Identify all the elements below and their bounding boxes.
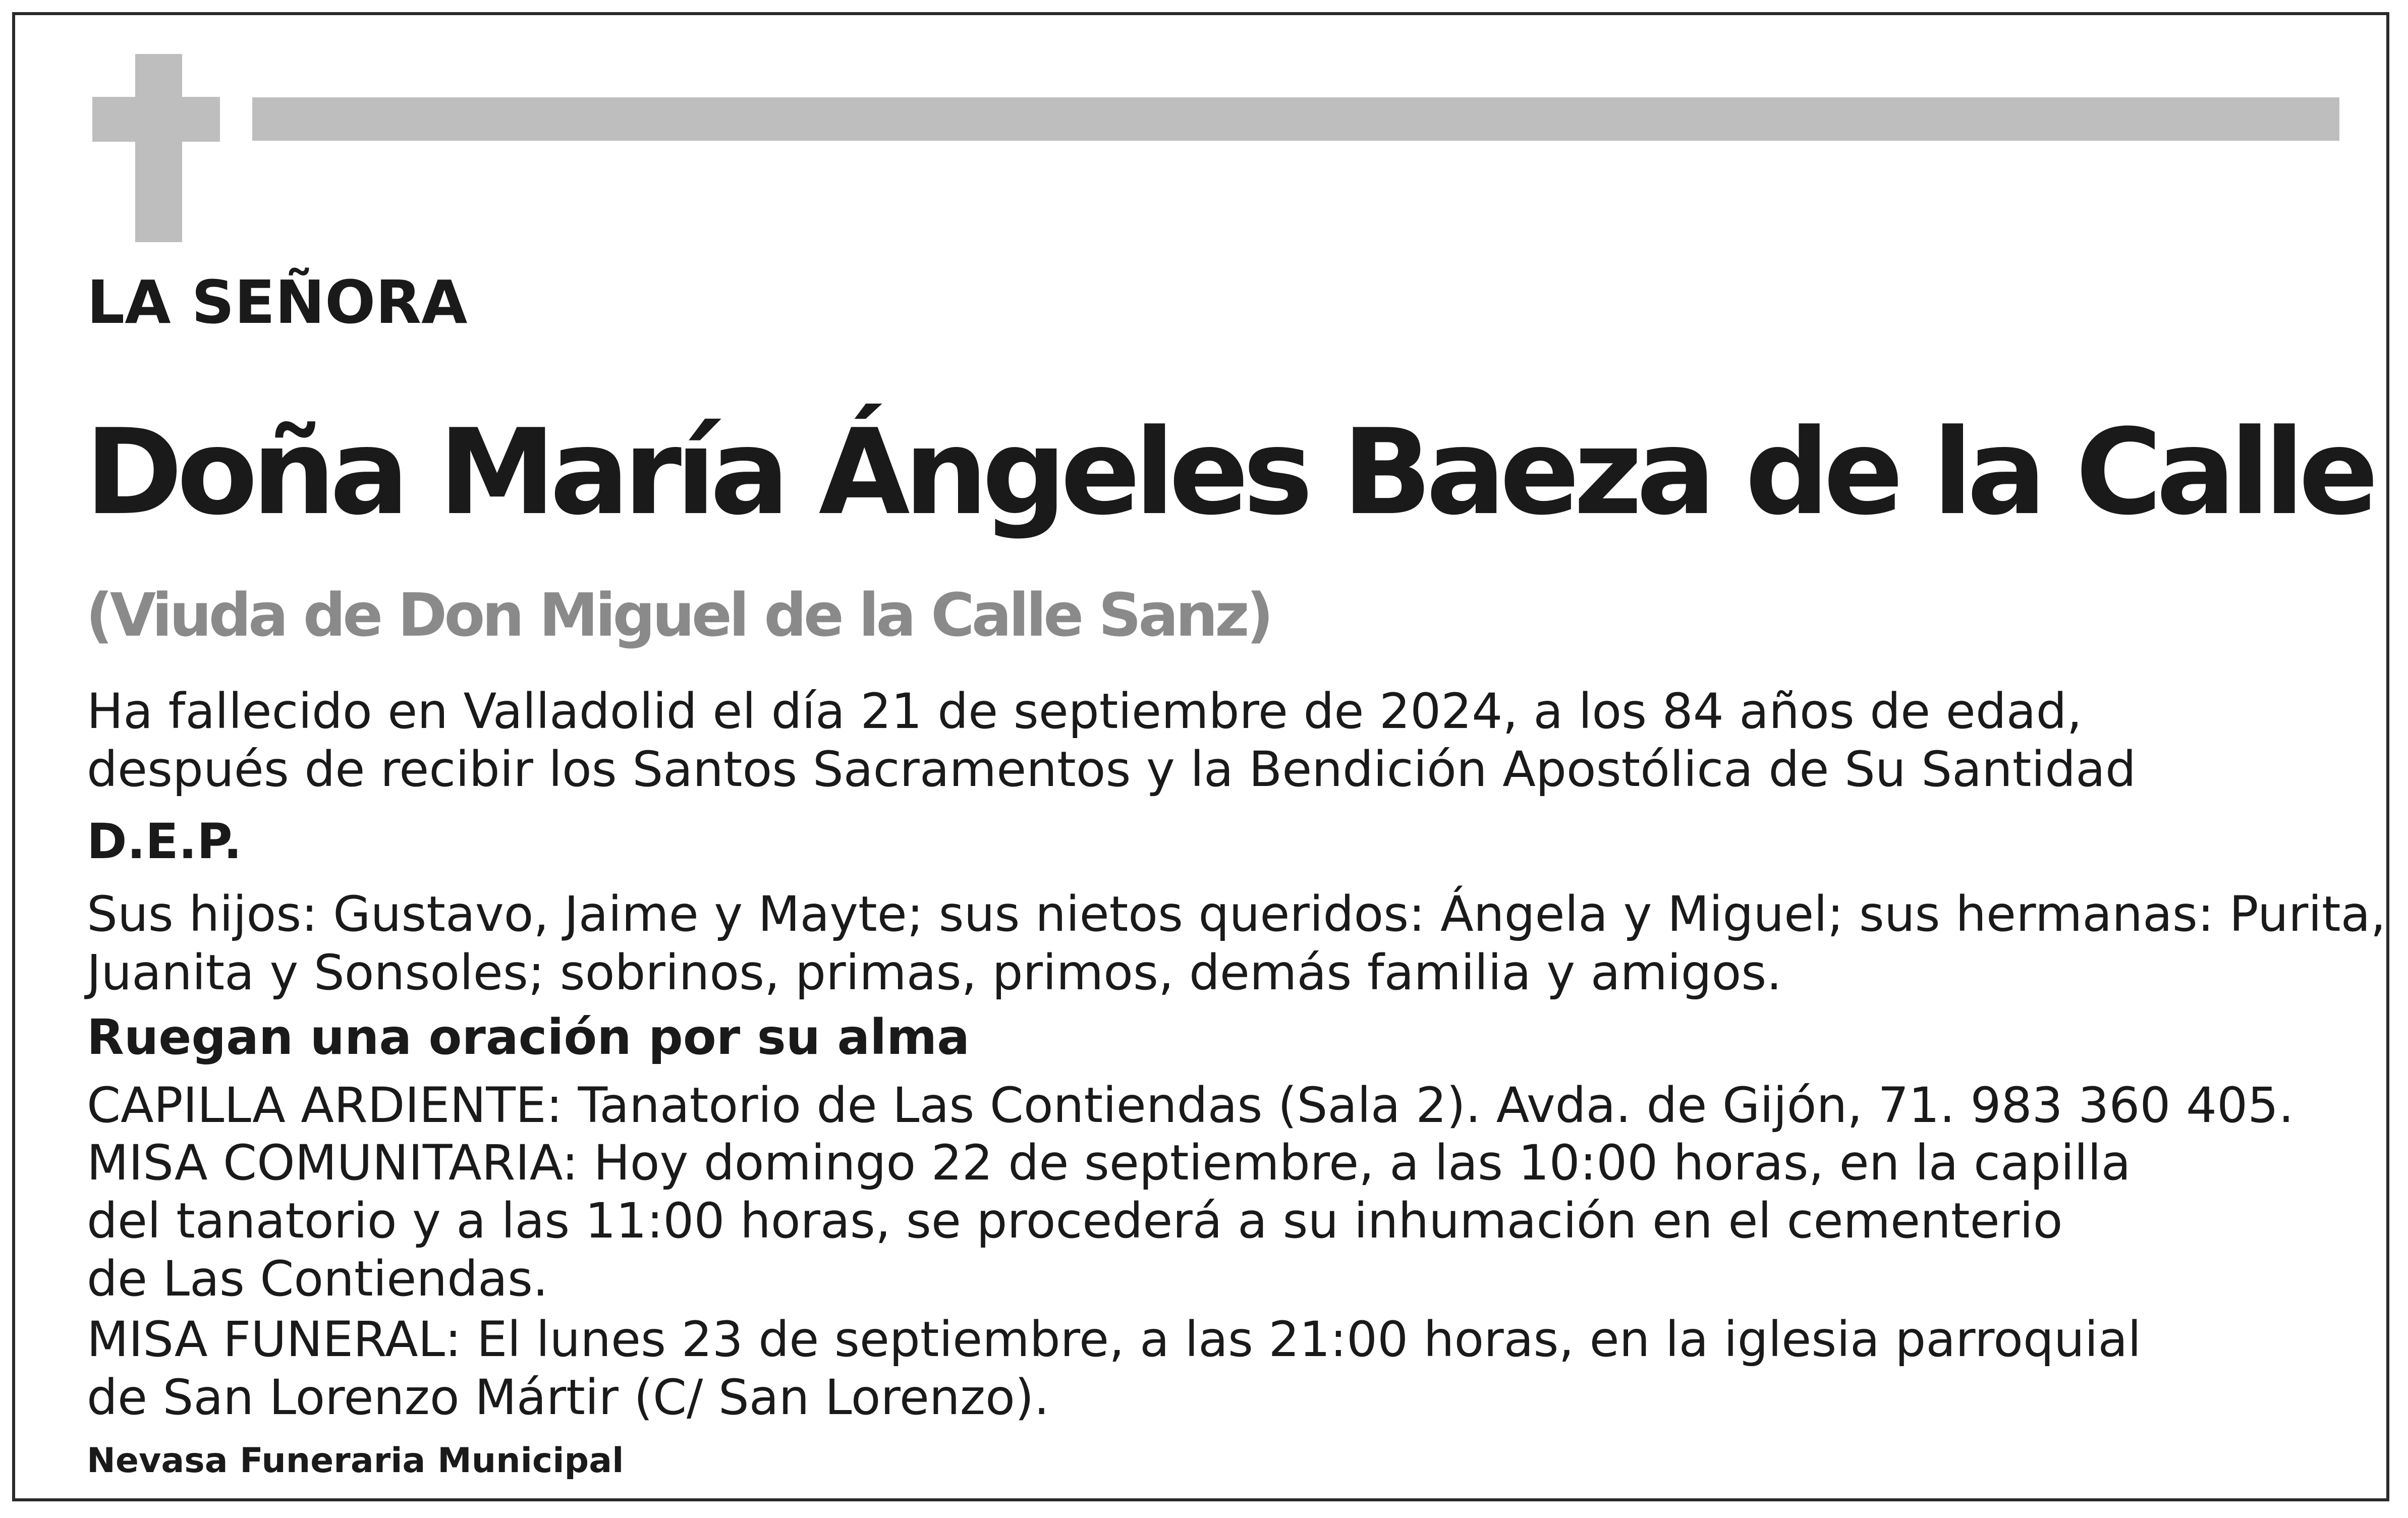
family-line-2: Juanita y Sonsoles; sobrinos, primas, primos, demás familia y amigos. — [87, 944, 1782, 1001]
top-rule-divider — [252, 97, 2339, 141]
funeral-home-signature: Nevasa Funeraria Municipal — [87, 1441, 624, 1481]
title-label: LA SEÑORA — [87, 267, 468, 337]
prayer-request: Ruegan una oración por su alma — [87, 1009, 970, 1065]
mass-line-3: de Las Contiendas. — [87, 1251, 548, 1307]
death-line-2: después de recibir los Santos Sacramentos y la Bendición Apostólica de Su Santidad — [87, 741, 2136, 798]
funeral-line-2: de San Lorenzo Mártir (C/ San Lorenzo). — [87, 1369, 1049, 1426]
funeral-line-1: MISA FUNERAL: El lunes 23 de septiembre, a las 21:00 horas, en la iglesia parroquial — [87, 1311, 2141, 1368]
chapel-line: CAPILLA ARDIENTE: Tanatorio de Las Contiendas (Sala 2). Avda. de Gijón, 71. 983 360 405. — [87, 1077, 2294, 1134]
family-line-1: Sus hijos: Gustavo, Jaime y Mayte; sus nietos queridos: Ángela y Miguel; sus hermanas: Purita, — [87, 886, 2386, 942]
mass-line-1: MISA COMUNITARIA: Hoy domingo 22 de septiembre, a las 10:00 horas, en la capilla — [87, 1135, 2131, 1191]
cross-horizontal-bar — [92, 97, 220, 142]
mass-line-2: del tanatorio y a las 11:00 horas, se procederá a su inhumación en el cementerio — [87, 1193, 2063, 1249]
widow-of-line: (Viuda de Don Miguel de la Calle Sanz) — [86, 580, 1271, 650]
cross-vertical-bar — [135, 54, 182, 242]
rip-label: D.E.P. — [87, 813, 242, 870]
deceased-name: Doña María Ángeles Baeza de la Calle — [85, 404, 2373, 541]
death-line-1: Ha fallecido en Valladolid el día 21 de septiembre de 2024, a los 84 años de edad, — [87, 683, 2083, 740]
